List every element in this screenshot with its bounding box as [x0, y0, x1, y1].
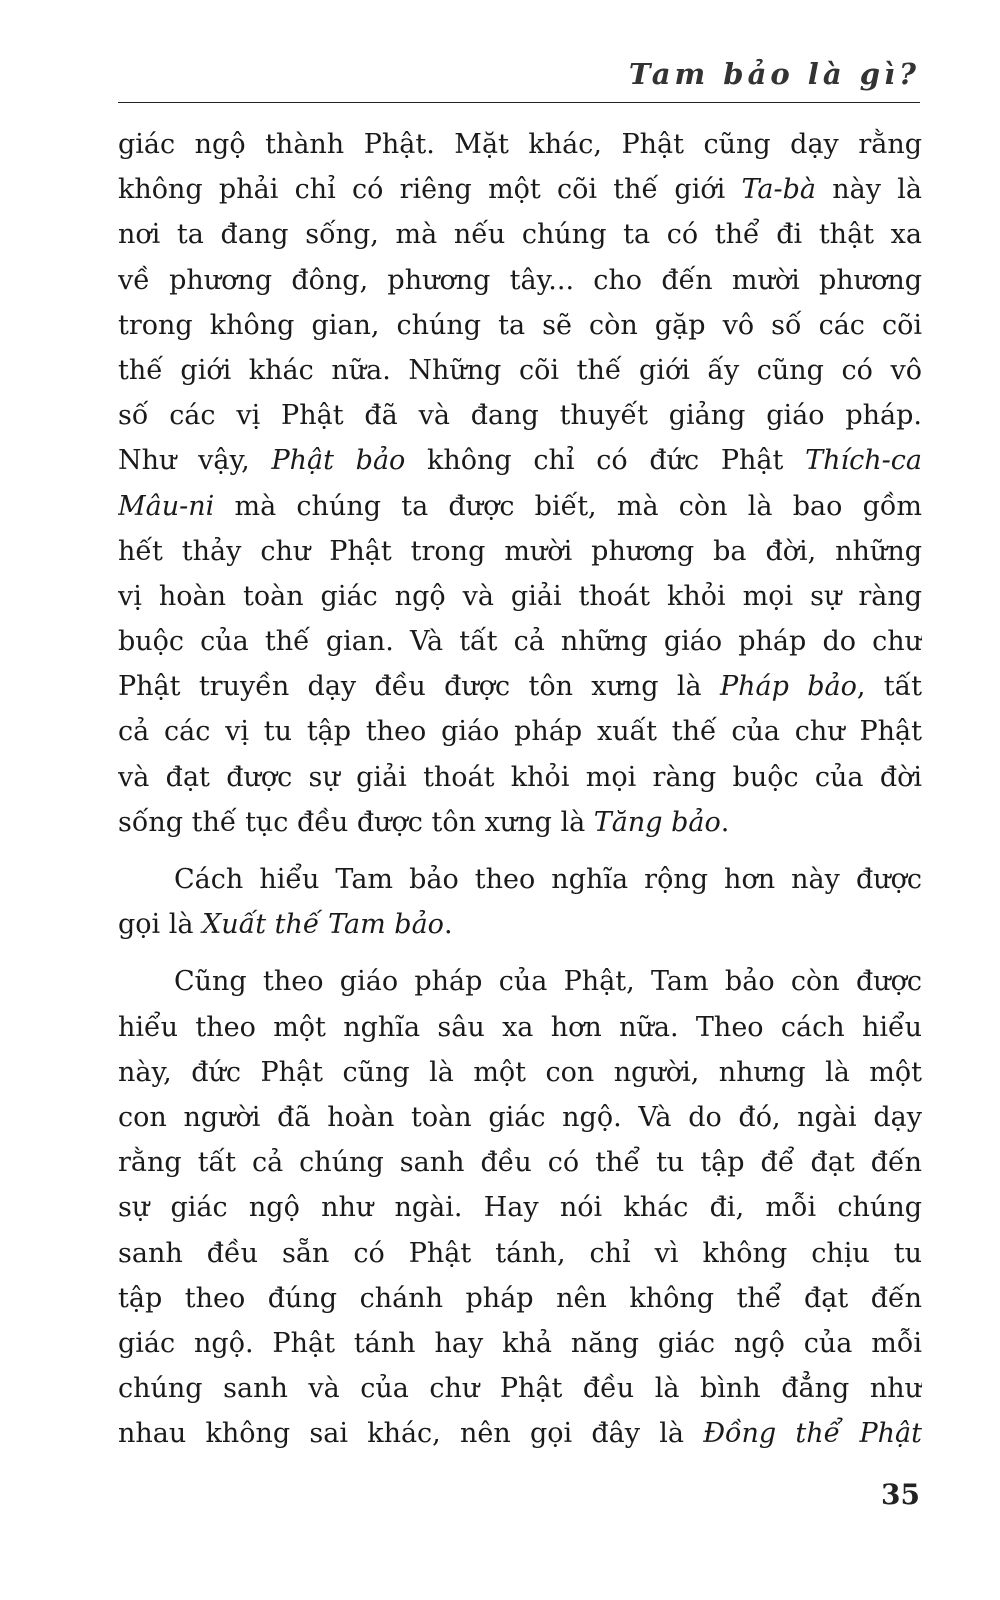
italic-term: Ta-bà	[741, 174, 816, 206]
text-line	[118, 959, 922, 1004]
text-segment: trong không gian, chúng ta sẽ còn gặp vô số các cõi	[118, 309, 922, 341]
body-text	[118, 122, 922, 1456]
text-line	[118, 212, 922, 257]
text-segment: chúng sanh và của chư Phật đều là bình đẳng như	[118, 1373, 922, 1405]
text-line	[118, 303, 922, 348]
text-line	[118, 1321, 922, 1366]
text-line	[118, 800, 922, 845]
text-segment: Cũng theo giáo pháp của Phật, Tam bảo còn được	[174, 966, 922, 998]
text-segment: Như vậy,	[118, 445, 272, 477]
text-line	[118, 709, 922, 754]
text-line	[118, 1050, 922, 1095]
text-segment: hiểu theo một nghĩa sâu xa hơn nữa. Theo cách hiểu	[118, 1011, 922, 1043]
text-segment: sống thế tục đều được tôn xưng là	[118, 806, 594, 838]
text-segment: số các vị Phật đã và đang thuyết giảng giáo pháp.	[118, 400, 922, 432]
text-segment: Phật truyền dạy đều được tôn xưng là	[118, 671, 720, 703]
text-line	[118, 529, 922, 574]
italic-term: Tăng bảo	[593, 806, 721, 838]
text-line	[118, 1366, 922, 1411]
text-line	[118, 857, 922, 902]
text-segment: mà chúng ta được biết, mà còn là bao gồm	[214, 490, 922, 522]
text-line	[118, 1231, 922, 1276]
text-line	[118, 902, 922, 947]
text-segment: tập theo đúng chánh pháp nên không thể đạt đến	[118, 1282, 922, 1314]
text-segment: Cách hiểu Tam bảo theo nghĩa rộng hơn này được	[174, 864, 922, 895]
text-segment: buộc của thế gian. Và tất cả những giáo pháp do chư	[118, 626, 922, 658]
text-segment: gọi là	[118, 909, 203, 941]
text-segment: này, đức Phật cũng là một con người, nhưng là một	[118, 1056, 922, 1088]
italic-term: Phật bảo	[271, 445, 406, 477]
text-line	[118, 574, 922, 619]
text-segment: cả các vị tu tập theo giáo pháp xuất thế của chư Phật	[118, 716, 922, 748]
text-segment: nhau không sai khác, nên gọi đây là	[118, 1418, 704, 1450]
text-line	[118, 122, 922, 167]
running-header	[118, 52, 920, 103]
text-line	[118, 258, 922, 303]
text-segment: và đạt được sự giải thoát khỏi mọi ràng buộc của đời	[118, 761, 922, 793]
page-number: 35	[881, 1478, 920, 1511]
text-segment: thế giới khác nữa. Những cõi thế giới ấy cũng có vô	[118, 354, 922, 386]
text-line	[118, 1005, 922, 1050]
text-segment: , tất	[856, 671, 922, 703]
text-segment: rằng tất cả chúng sanh đều có thể tu tập để đạt đến	[118, 1147, 922, 1179]
text-segment: .	[720, 806, 730, 838]
italic-term: Thích-ca	[805, 445, 922, 477]
text-segment: về phương đông, phương tây... cho đến mười phương	[118, 264, 922, 296]
italic-term: Xuất thế Tam bảo	[202, 909, 444, 941]
text-segment: nơi ta đang sống, mà nếu chúng ta có thể đi thật xa	[118, 219, 922, 251]
text-segment: này là	[816, 174, 922, 206]
text-line	[118, 438, 922, 483]
text-line	[118, 484, 922, 529]
text-segment: con người đã hoàn toàn giác ngộ. Và do đó, ngài dạy	[118, 1101, 922, 1133]
text-line	[118, 1276, 922, 1321]
text-line	[118, 393, 922, 438]
text-segment: vị hoàn toàn giác ngộ và giải thoát khỏi mọi sự ràng	[118, 580, 922, 612]
text-line	[118, 755, 922, 800]
text-segment: giác ngộ thành Phật. Mặt khác, Phật cũng dạy rằng	[118, 129, 922, 160]
chapter-title: Tam bảo là gì?	[628, 57, 920, 91]
text-line	[118, 1140, 922, 1185]
text-line	[118, 167, 922, 212]
text-line	[118, 1185, 922, 1230]
text-segment: không chỉ có đức Phật	[405, 445, 806, 477]
text-line	[118, 1095, 922, 1140]
text-segment: sự giác ngộ như ngài. Hay nói khác đi, mỗi chúng	[118, 1192, 922, 1224]
text-line	[118, 664, 922, 709]
italic-term: Mâu-ni	[118, 490, 215, 522]
text-segment: giác ngộ. Phật tánh hay khả năng giác ngộ của mỗi	[118, 1327, 922, 1359]
text-line	[118, 619, 922, 664]
text-line	[118, 1411, 922, 1456]
italic-term: Đồng thể Phật	[703, 1418, 922, 1450]
text-line	[118, 348, 922, 393]
text-segment: .	[443, 909, 453, 941]
italic-term: Pháp bảo	[719, 671, 857, 703]
text-segment: hết thảy chư Phật trong mười phương ba đời, những	[118, 535, 922, 567]
text-segment: sanh đều sẵn có Phật tánh, chỉ vì không chịu tu	[118, 1237, 922, 1269]
text-segment: không phải chỉ có riêng một cõi thế giới	[118, 174, 742, 206]
